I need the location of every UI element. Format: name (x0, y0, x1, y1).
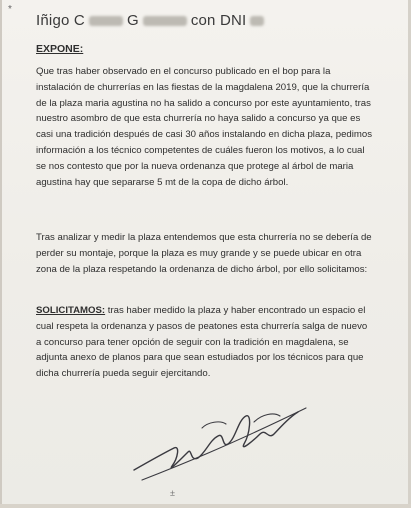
handwritten-signature (128, 400, 313, 488)
expone-heading: EXPONE: (36, 43, 84, 55)
paragraph-expone: Que tras haber observado en el concurso publicado en el bop para la instalación de churrerías en las fiestas de la magdalena 2019, que la churrería de la plaza maria agustina no ha salido a concurso por este ayuntamiento, tras nuestro asombro de que esta churrería no haya salido a concurso ya que es casi una tradición después de casi 30 años instalando en dicha plaza, pedimos información a los técnico competentes de cuáles fueron los motivos, a lo cual se nos contesto que por la nueva ordenanza que protege al árbol de maria agustina hay que separarse 5 mt de la copa de dicho árbol. (36, 66, 373, 188)
redacted-surname-1 (89, 16, 123, 26)
paragraph-analysis: Tras analizar y medir la plaza entendemos que esta churrería no se debería de perder su montaje, porque la plaza es muy grande y se puede ubicar en otra zona de la plaza respetando la ordenanza de dicho árbol, por ello solicitamos: (36, 232, 372, 275)
bottom-mark: ± (170, 488, 175, 498)
paragraph-solicitamos (36, 303, 374, 382)
redacted-surname-2 (143, 16, 187, 26)
page-left-edge (0, 0, 2, 508)
corner-mark: * (8, 4, 12, 15)
solicitamos-label: SOLICITAMOS: (36, 305, 106, 316)
solicitamos-text: tras haber medido la plaza y haber encontrado un espacio el cual respeta la ordenanza y pasos de peatones esta churrería salga de nuevo a concurso para tener opción de seguir con la tradición en magdalena, se adjunta anexo de planos para que sean estudiados por los técnicos para que dicha churrería pueda seguir ejercitando. (36, 305, 368, 380)
page-bottom-edge (0, 504, 411, 508)
applicant-name-start: Iñigo C (36, 12, 85, 29)
redacted-dni (250, 16, 264, 26)
applicant-name-mid: G (126, 12, 139, 29)
applicant-header (36, 12, 396, 29)
dni-label: con DNI (190, 12, 247, 29)
